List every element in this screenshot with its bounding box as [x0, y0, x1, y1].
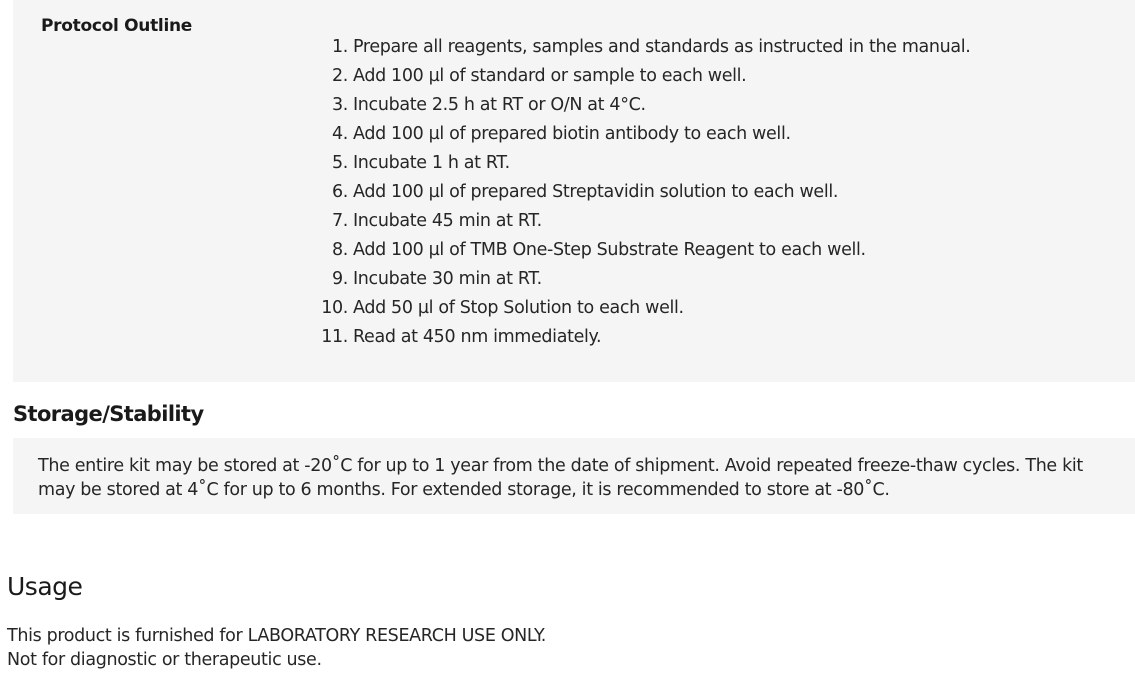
protocol-step [319, 151, 971, 180]
step-text: Prepare all reagents, samples and standards as instructed in the manual. [353, 37, 971, 57]
step-number: 7. [332, 211, 348, 231]
step-number: 1. [332, 37, 348, 57]
step-number: 11. [321, 327, 348, 347]
protocol-step [319, 64, 971, 93]
storage-stability-text: The entire kit may be stored at -20˚C for up to 1 year from the date of shipment. Avoid repeated freeze-thaw cycles. The kit may be stored at 4˚C for up to 6 months. For extended storage, it is recommended to store at -80˚C. [38, 456, 1083, 500]
step-number: 4. [332, 124, 348, 144]
step-text: Incubate 2.5 h at RT or O/N at 4°C. [353, 95, 646, 115]
protocol-step [319, 267, 971, 296]
step-text: Add 100 µl of standard or sample to each well. [353, 66, 747, 86]
step-text: Add 100 µl of TMB One-Step Substrate Reagent to each well. [353, 240, 866, 260]
step-text: Incubate 45 min at RT. [353, 211, 542, 231]
usage-text [7, 624, 546, 672]
protocol-step [319, 93, 971, 122]
protocol-step [319, 296, 971, 325]
step-text: Add 100 µl of prepared Streptavidin solution to each well. [353, 182, 839, 202]
protocol-steps-list [319, 35, 971, 354]
usage-line: Not for diagnostic or therapeutic use. [7, 650, 322, 670]
step-text: Add 100 µl of prepared biotin antibody to each well. [353, 124, 791, 144]
protocol-step [319, 122, 971, 151]
step-text: Incubate 30 min at RT. [353, 269, 542, 289]
protocol-step [319, 325, 971, 354]
protocol-step [319, 180, 971, 209]
step-number: 8. [332, 240, 348, 260]
step-number: 3. [332, 95, 348, 115]
step-number: 9. [332, 269, 348, 289]
protocol-outline-panel [13, 0, 1135, 382]
usage-line: This product is furnished for LABORATORY RESEARCH USE ONLY. [7, 626, 546, 646]
step-number: 5. [332, 153, 348, 173]
protocol-step [319, 209, 971, 238]
step-number: 6. [332, 182, 348, 202]
storage-stability-heading: Storage/Stability [13, 402, 204, 426]
step-number: 10. [321, 298, 348, 318]
protocol-step [319, 238, 971, 267]
step-number: 2. [332, 66, 348, 86]
step-text: Read at 450 nm immediately. [353, 327, 602, 347]
step-text: Add 50 µl of Stop Solution to each well. [353, 298, 684, 318]
storage-stability-panel [13, 438, 1135, 514]
step-text: Incubate 1 h at RT. [353, 153, 510, 173]
protocol-step [319, 35, 971, 64]
protocol-outline-label: Protocol Outline [41, 16, 192, 36]
usage-heading: Usage [7, 572, 83, 601]
